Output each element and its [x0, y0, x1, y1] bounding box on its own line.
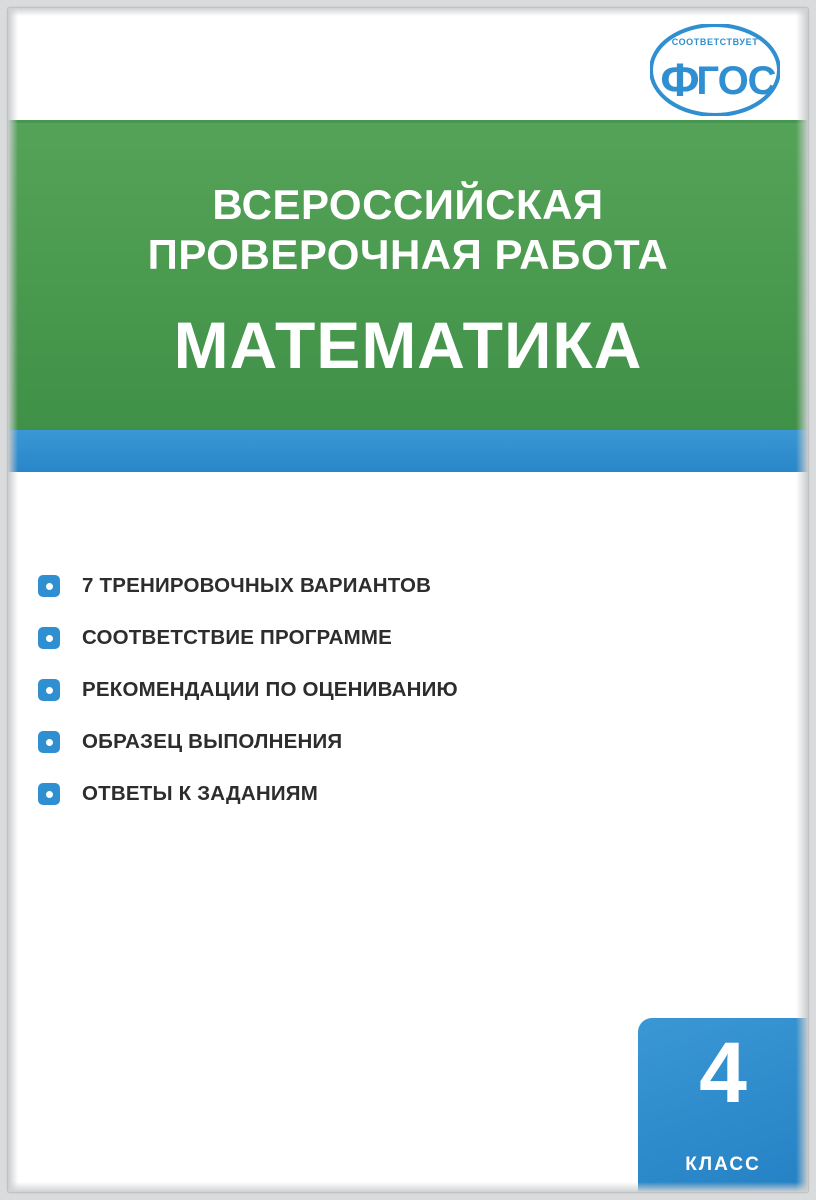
grade-number: 4	[699, 1025, 747, 1121]
list-item	[38, 716, 738, 768]
page-edge-top	[8, 8, 808, 16]
title-line-2: ПРОВЕРОЧНАЯ РАБОТА	[147, 230, 669, 278]
list-item-label: СООТВЕТСТВИЕ ПРОГРАММЕ	[82, 626, 393, 649]
title-band	[8, 120, 808, 430]
band-divider	[8, 120, 808, 123]
grade-label: КЛАСС	[685, 1154, 761, 1175]
bullet-icon	[38, 679, 60, 701]
fgos-badge-acronym: ГОС	[696, 59, 776, 103]
accent-stripe	[8, 430, 808, 472]
fgos-badge-top-label: СООТВЕТСТВУЕТ	[671, 37, 759, 47]
list-item-label: ОБРАЗЕЦ ВЫПОЛНЕНИЯ	[82, 730, 343, 753]
bullet-icon	[38, 783, 60, 805]
list-item-label: 7 ТРЕНИРОВОЧНЫХ ВАРИАНТОВ	[82, 574, 432, 597]
subject-title: МАТЕМАТИКА	[173, 308, 643, 382]
book-cover	[8, 8, 808, 1192]
grade-badge	[638, 1018, 808, 1192]
page-title	[8, 180, 808, 279]
title-line-1: ВСЕРОССИЙСКАЯ	[212, 181, 604, 228]
list-item	[38, 560, 738, 612]
bullet-icon	[38, 627, 60, 649]
feature-list	[38, 560, 738, 820]
fgos-badge	[650, 24, 780, 116]
fgos-badge-letter: Ф	[660, 54, 700, 106]
bullet-icon	[38, 575, 60, 597]
bullet-icon	[38, 731, 60, 753]
list-item	[38, 768, 738, 820]
list-item	[38, 612, 738, 664]
list-item-label: РЕКОМЕНДАЦИИ ПО ОЦЕНИВАНИЮ	[82, 678, 458, 701]
list-item-label: ОТВЕТЫ К ЗАДАНИЯМ	[82, 782, 319, 805]
list-item	[38, 664, 738, 716]
